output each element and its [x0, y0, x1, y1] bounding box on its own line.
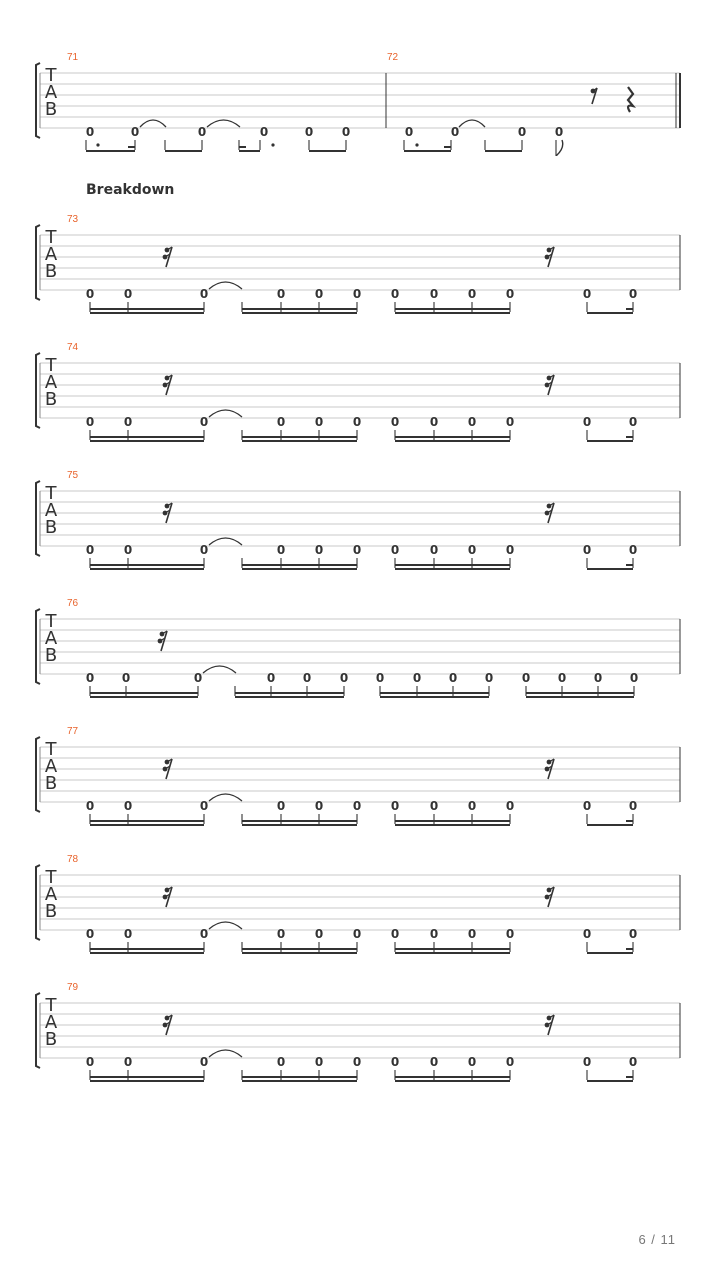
fret-number: 0: [314, 543, 324, 557]
beam: [395, 1080, 510, 1082]
fret-number: 0: [450, 125, 460, 139]
fret-number: 0: [352, 799, 362, 813]
fret-number: 0: [429, 1055, 439, 1069]
fret-number: 0: [197, 125, 207, 139]
beam: [395, 1076, 510, 1078]
beam: [395, 312, 510, 314]
fret-number: 0: [429, 543, 439, 557]
beam: [242, 948, 357, 950]
fret-number: 0: [85, 415, 95, 429]
tab-clef-letter: T: [45, 355, 57, 376]
beam: [242, 820, 357, 822]
fret-number: 0: [341, 125, 351, 139]
system-bracket: [36, 737, 40, 812]
beam: [90, 568, 204, 570]
beam: [242, 1080, 357, 1082]
fret-number: 0: [352, 415, 362, 429]
fret-number: 0: [259, 125, 269, 139]
beam: [395, 568, 510, 570]
beam: [90, 564, 204, 566]
tab-clef-letter: T: [45, 867, 57, 888]
fret-number: 0: [582, 799, 592, 813]
beam: [395, 564, 510, 566]
measure-number: 71: [67, 52, 79, 63]
beam: [90, 436, 204, 438]
system-bracket: [36, 481, 40, 556]
tab-clef-letter: T: [45, 739, 57, 760]
fret-number: 0: [302, 671, 312, 685]
fret-number: 0: [390, 415, 400, 429]
beam: [587, 952, 633, 954]
augmentation-dot: [96, 143, 99, 146]
measure-number: 76: [67, 598, 79, 609]
fret-number: 0: [505, 287, 515, 301]
fret-number: 0: [467, 927, 477, 941]
fret-number: 0: [554, 125, 564, 139]
fret-number: 0: [85, 287, 95, 301]
fret-number: 0: [593, 671, 603, 685]
beam: [242, 952, 357, 954]
fret-number: 0: [467, 799, 477, 813]
fret-number: 0: [390, 287, 400, 301]
fret-number: 0: [429, 799, 439, 813]
system-bracket: [36, 63, 40, 138]
fret-number: 0: [199, 799, 209, 813]
fret-number: 0: [390, 1055, 400, 1069]
fret-number: 0: [628, 287, 638, 301]
fret-number: 0: [123, 415, 133, 429]
beam: [242, 1076, 357, 1078]
beam: [90, 440, 204, 442]
tab-system: [0, 214, 720, 318]
fret-number: 0: [582, 927, 592, 941]
beam: [90, 696, 198, 698]
measure-number: 73: [67, 214, 79, 225]
tab-clef-letter: B: [44, 517, 58, 538]
tab-clef-letter: A: [44, 500, 58, 521]
fret-number: 0: [314, 799, 324, 813]
tie-arc: [209, 410, 242, 417]
fret-number: 0: [123, 543, 133, 557]
beam: [90, 308, 204, 310]
fret-number: 0: [467, 415, 477, 429]
fret-number: 0: [628, 543, 638, 557]
tab-system: [0, 342, 720, 446]
fret-number: 0: [582, 415, 592, 429]
fret-number: 0: [85, 799, 95, 813]
system-bracket: [36, 609, 40, 684]
fret-number: 0: [121, 671, 131, 685]
fret-number: 0: [276, 799, 286, 813]
fret-number: 0: [505, 543, 515, 557]
fret-number: 0: [390, 927, 400, 941]
beam: [587, 824, 633, 826]
beam: [239, 150, 260, 152]
measure-number: 75: [67, 470, 79, 481]
beam: [242, 568, 357, 570]
tab-clef-letter: A: [44, 756, 58, 777]
fret-number: 0: [276, 1055, 286, 1069]
fret-number: 0: [130, 125, 140, 139]
beam: [587, 440, 633, 442]
beam: [526, 692, 634, 694]
tab-clef-letter: A: [44, 82, 58, 103]
fret-number: 0: [266, 671, 276, 685]
fret-number: 0: [628, 1055, 638, 1069]
tab-clef-letter: B: [44, 645, 58, 666]
fret-number: 0: [390, 543, 400, 557]
tie-arc: [209, 794, 242, 801]
beam: [526, 696, 634, 698]
fret-number: 0: [517, 125, 527, 139]
fret-number: 0: [352, 287, 362, 301]
tab-clef-letter: T: [45, 65, 57, 86]
fret-number: 0: [467, 1055, 477, 1069]
quarter-rest-icon: [628, 87, 633, 112]
fret-number: 0: [123, 927, 133, 941]
beam: [242, 564, 357, 566]
fret-number: 0: [123, 1055, 133, 1069]
tab-clef-letter: T: [45, 611, 57, 632]
beam: [242, 440, 357, 442]
fret-number: 0: [390, 799, 400, 813]
tie-arc: [203, 666, 236, 673]
eighth-rest-icon: [591, 88, 597, 104]
system-bracket: [36, 865, 40, 940]
tie-arc: [207, 120, 240, 127]
tab-clef-letter: B: [44, 99, 58, 120]
beam: [242, 312, 357, 314]
fret-number: 0: [629, 671, 639, 685]
tie-arc: [209, 282, 242, 289]
tie-arc: [459, 120, 485, 127]
beam: [235, 692, 344, 694]
fret-number: 0: [628, 415, 638, 429]
fret-number: 0: [199, 415, 209, 429]
tab-clef-letter: T: [45, 483, 57, 504]
fret-number: 0: [314, 415, 324, 429]
fret-number: 0: [505, 1055, 515, 1069]
fret-number: 0: [276, 287, 286, 301]
fret-number: 0: [352, 927, 362, 941]
tab-clef-letter: A: [44, 372, 58, 393]
beam: [404, 150, 451, 152]
tab-clef-letter: B: [44, 389, 58, 410]
tab-system: [0, 726, 720, 830]
fret-number: 0: [352, 1055, 362, 1069]
beam: [165, 150, 202, 152]
tab-clef-letter: B: [44, 901, 58, 922]
fret-number: 0: [199, 927, 209, 941]
system-bracket: [36, 225, 40, 300]
beam: [90, 820, 204, 822]
fret-number: 0: [628, 799, 638, 813]
tab-clef-letter: B: [44, 261, 58, 282]
fret-number: 0: [339, 671, 349, 685]
page-indicator: 6 / 11: [638, 1232, 676, 1247]
beam: [242, 308, 357, 310]
fret-number: 0: [429, 287, 439, 301]
fret-number: 0: [412, 671, 422, 685]
beam: [395, 440, 510, 442]
beam: [90, 312, 204, 314]
tab-clef-letter: A: [44, 1012, 58, 1033]
fret-number: 0: [521, 671, 531, 685]
tab-system: [0, 854, 720, 958]
tie-arc: [209, 1050, 242, 1057]
tie-arc: [140, 120, 166, 127]
tab-clef-letter: A: [44, 884, 58, 905]
tab-system: [0, 598, 720, 702]
beam: [395, 436, 510, 438]
beam: [309, 150, 346, 152]
measure-number: 78: [67, 854, 79, 865]
fret-number: 0: [199, 543, 209, 557]
fret-number: 0: [85, 927, 95, 941]
fret-number: 0: [352, 543, 362, 557]
fret-number: 0: [199, 287, 209, 301]
fret-number: 0: [314, 287, 324, 301]
fret-number: 0: [404, 125, 414, 139]
fret-number: 0: [314, 927, 324, 941]
note-flag: [556, 140, 563, 156]
beam: [485, 150, 522, 152]
tab-clef-letter: A: [44, 628, 58, 649]
beam: [587, 568, 633, 570]
fret-number: 0: [193, 671, 203, 685]
tab-clef-letter: T: [45, 227, 57, 248]
beam: [235, 696, 344, 698]
fret-number: 0: [582, 287, 592, 301]
beam: [587, 312, 633, 314]
fret-number: 0: [304, 125, 314, 139]
system-bracket: [36, 353, 40, 428]
tab-clef-letter: A: [44, 244, 58, 265]
tab-clef-letter: B: [44, 1029, 58, 1050]
beam: [395, 952, 510, 954]
beam: [90, 952, 204, 954]
beam: [242, 824, 357, 826]
measure-number: 77: [67, 726, 79, 737]
system-bracket: [36, 993, 40, 1068]
fret-number: 0: [123, 799, 133, 813]
fret-number: 0: [85, 125, 95, 139]
tab-clef-letter: B: [44, 773, 58, 794]
fret-number: 0: [429, 927, 439, 941]
fret-number: 0: [276, 927, 286, 941]
fret-number: 0: [276, 543, 286, 557]
fret-number: 0: [484, 671, 494, 685]
beam: [242, 436, 357, 438]
fret-number: 0: [199, 1055, 209, 1069]
beam: [395, 308, 510, 310]
tab-system: [0, 470, 720, 574]
tab-system: [0, 52, 720, 156]
fret-number: 0: [505, 927, 515, 941]
beam: [395, 820, 510, 822]
beam: [90, 824, 204, 826]
fret-number: 0: [314, 1055, 324, 1069]
fret-number: 0: [375, 671, 385, 685]
fret-number: 0: [85, 543, 95, 557]
measure-number: 74: [67, 342, 79, 353]
fret-number: 0: [628, 927, 638, 941]
fret-number: 0: [505, 799, 515, 813]
fret-number: 0: [467, 543, 477, 557]
fret-number: 0: [85, 1055, 95, 1069]
beam: [90, 1080, 204, 1082]
beam: [90, 948, 204, 950]
beam: [395, 824, 510, 826]
fret-number: 0: [85, 671, 95, 685]
measure-number: 72: [387, 52, 399, 63]
beam: [587, 1080, 633, 1082]
fret-number: 0: [276, 415, 286, 429]
tab-clef-letter: T: [45, 995, 57, 1016]
beam: [90, 692, 198, 694]
fret-number: 0: [448, 671, 458, 685]
fret-number: 0: [582, 543, 592, 557]
tab-system: [0, 982, 720, 1086]
fret-number: 0: [123, 287, 133, 301]
fret-number: 0: [557, 671, 567, 685]
beam: [395, 948, 510, 950]
augmentation-dot: [415, 143, 418, 146]
fret-number: 0: [467, 287, 477, 301]
fret-number: 0: [505, 415, 515, 429]
tie-arc: [209, 922, 242, 929]
fret-number: 0: [429, 415, 439, 429]
beam: [90, 1076, 204, 1078]
fret-number: 0: [582, 1055, 592, 1069]
beam: [380, 696, 489, 698]
augmentation-dot: [271, 143, 274, 146]
beam: [380, 692, 489, 694]
section-label: Breakdown: [86, 182, 175, 198]
beam: [86, 150, 135, 152]
measure-number: 79: [67, 982, 79, 993]
tie-arc: [209, 538, 242, 545]
